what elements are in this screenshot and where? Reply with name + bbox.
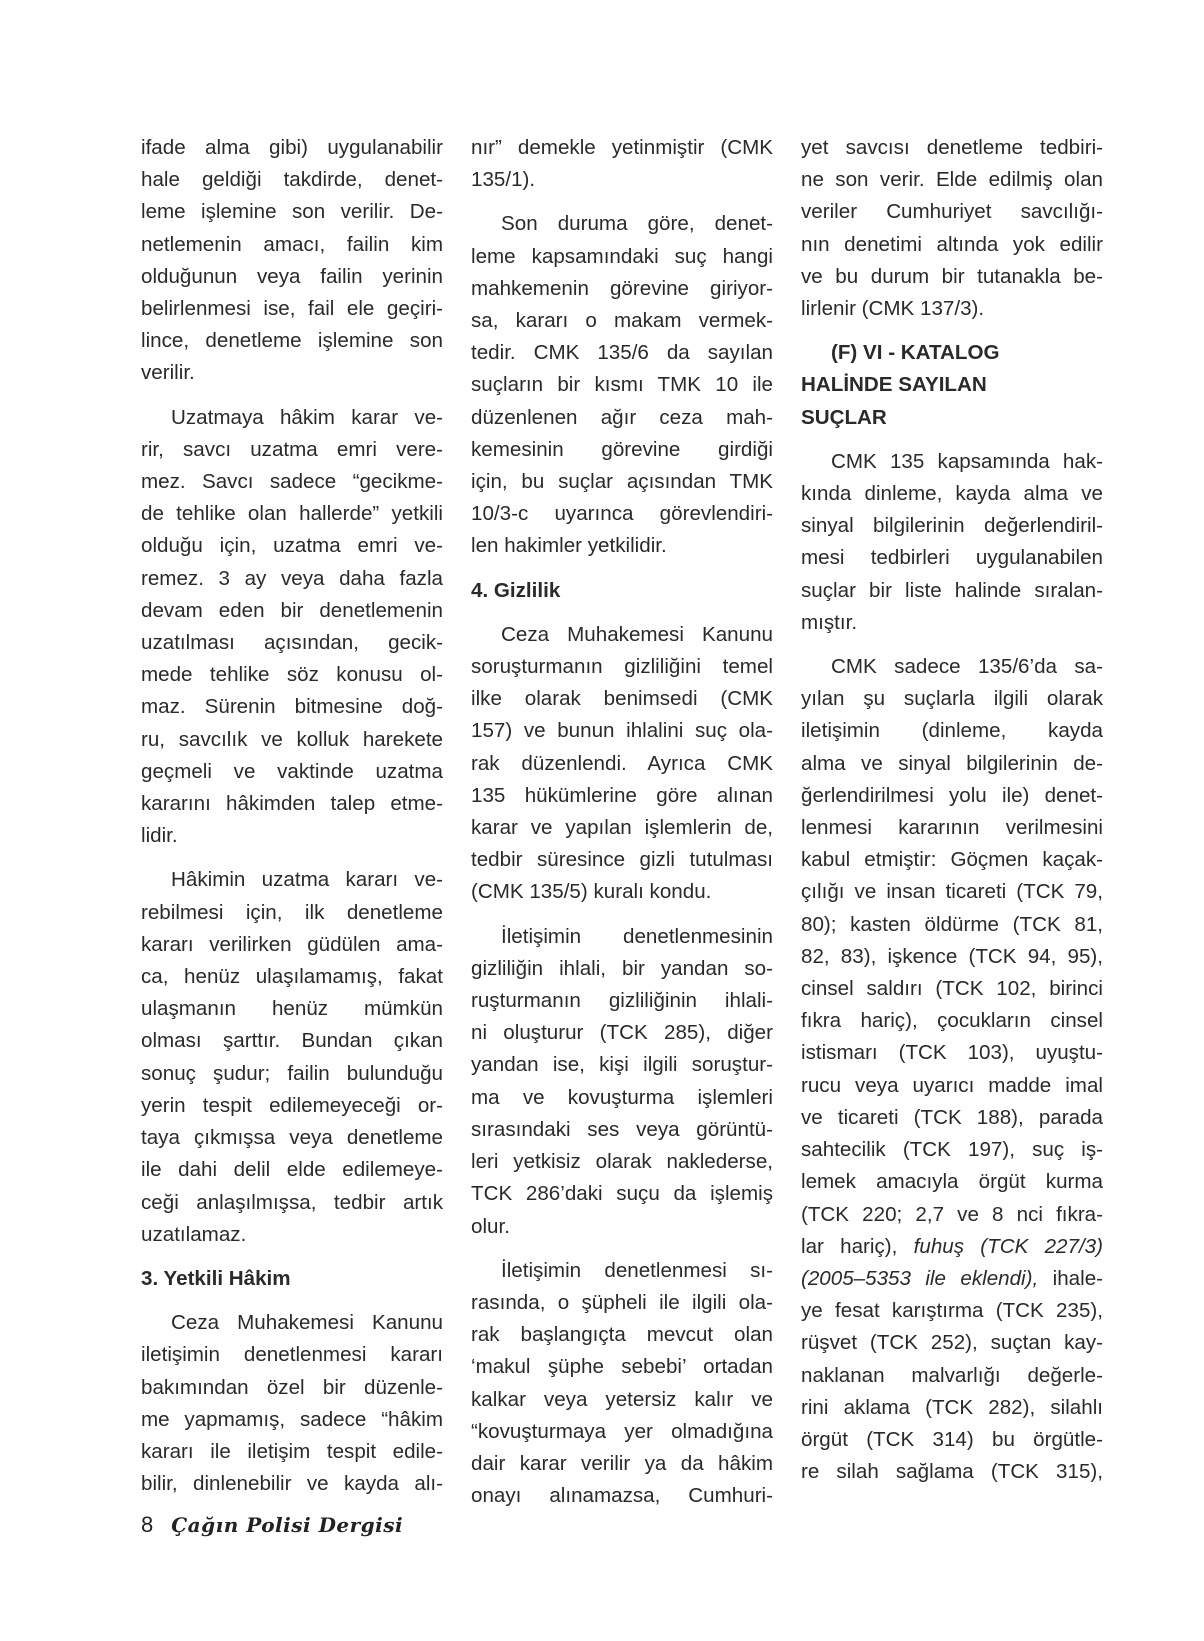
text-line: veriler Cumhuriyet savcılığı- <box>801 200 1103 224</box>
text-line: çılığı ve insan ticareti (TCK 79, <box>801 880 1103 904</box>
paragraph <box>471 1255 773 1513</box>
text-line: “kovuşturmaya yer olmadığına <box>471 1419 773 1443</box>
text-line: nın denetimi altında yok edilir <box>801 232 1103 256</box>
text-line: örgüt (TCK 314) bu örgütle- <box>801 1427 1103 1451</box>
text-line: sonuç şudur; failin bulunduğu <box>141 1061 443 1085</box>
text-line: yet savcısı denetleme tedbiri- <box>801 136 1103 159</box>
text-line: leri yetkisiz olarak naklederse, <box>471 1150 773 1174</box>
paragraph <box>471 921 773 1243</box>
text-line: ilke olarak benimsedi (CMK <box>471 687 773 711</box>
text-line: karar ve yapılan işlemlerin de, <box>471 816 773 840</box>
page-number: 8 <box>141 1512 154 1537</box>
text-line: mede tehlike söz konusu ol- <box>141 663 443 687</box>
text-line: dair karar verilir ya da hâkim <box>471 1451 773 1475</box>
journal-title: Çağın Polisi Dergisi <box>171 1513 404 1537</box>
text-line: ni oluşturur (TCK 285), diğer <box>471 1021 773 1045</box>
text-line: geçmeli ve vaktinde uzatma <box>141 759 443 783</box>
text-line: rir, savcı uzatma emri vere- <box>141 437 443 461</box>
text-line: remez. 3 ay veya daha fazla <box>141 566 443 590</box>
text-line: onayı alınamazsa, Cumhuri- <box>471 1484 773 1508</box>
text-line: 4. Gizlilik <box>471 578 561 602</box>
text-line: alma ve sinyal bilgilerinin de- <box>801 751 1103 775</box>
text-line: soruşturmanın gizliliğini temel <box>471 655 773 679</box>
text-line: olması şarttır. Bundan çıkan <box>141 1029 443 1053</box>
page-footer <box>141 1512 403 1538</box>
text-line: sahtecilik (TCK 197), suç iş- <box>801 1138 1103 1162</box>
text-line: ile dahi delil elde edilemeye- <box>141 1158 443 1182</box>
text-line: maz. Sürenin bitmesine doğ- <box>141 695 443 719</box>
text-line: kararı ile iletişim tespit edile- <box>141 1439 443 1463</box>
text-line: tedir. CMK 135/6 da sayılan <box>471 341 773 365</box>
text-line: yandan ise, kişi ilgili soruştur- <box>471 1053 773 1077</box>
text-line: uzatılması açısından, gecik- <box>141 631 443 655</box>
paragraph <box>801 446 1103 639</box>
text-line: tedbir süresince gizli tutulması <box>471 848 773 872</box>
text-line: ca, henüz ulaşılamamış, fakat <box>141 965 443 989</box>
text-line: olur. <box>471 1214 510 1238</box>
text-line: ifade alma gibi) uygulanabilir <box>141 136 443 159</box>
text-line: suçların bir kısmı TMK 10 ile <box>471 373 773 397</box>
paragraph <box>141 864 443 1250</box>
paragraph <box>141 1307 443 1500</box>
text-line: ceği anlaşılmışsa, tedbir artık <box>141 1190 443 1214</box>
text-line: olduğu için, uzatma emri ve- <box>141 534 443 558</box>
text-line: sırasındaki ses veya görüntü- <box>471 1117 773 1141</box>
text-line: mıştır. <box>801 610 858 634</box>
text-line: Son duruma göre, denet- <box>501 212 773 236</box>
text-line: de tehlike olan hallerde” yetkili <box>141 502 443 526</box>
text-line: sa, kararı o makam vermek- <box>471 309 773 333</box>
text-line: lirlenir (CMK 137/3). <box>801 297 985 321</box>
text-line: ruşturmanın gizliliğinin ihlali- <box>471 989 773 1013</box>
text-line: leme işlemine son verilir. De- <box>141 200 443 224</box>
text-line: sinyal bilgilerinin değerlendiril- <box>801 514 1103 538</box>
paragraph <box>801 132 1103 325</box>
text-line: lidir. <box>141 824 178 848</box>
text-line: gizliliğin ihlali, bir yandan so- <box>471 956 773 980</box>
text-line: (CMK 135/5) kuralı kondu. <box>471 880 712 904</box>
text-line: Hâkimin uzatma kararı ve- <box>171 868 443 892</box>
text-line: yılan şu suçlarla ilgili olarak <box>801 687 1103 711</box>
text-line: CMK 135 kapsamında hak- <box>831 449 1103 473</box>
text-line: TCK 286’daki suçu da işlemiş <box>471 1182 773 1206</box>
text-line: devam eden bir denetlemenin <box>141 598 443 622</box>
text-line: ru, savcılık ve kolluk harekete <box>141 727 443 751</box>
text-line: Ceza Muhakemesi Kanunu <box>501 622 773 646</box>
text-line: ne son verir. Elde edilmiş olan <box>801 168 1103 192</box>
text-line: kalkar veya yetersiz kalır ve <box>471 1387 773 1411</box>
text-line: kemesinin görevine girdiği <box>471 437 773 461</box>
text-line: lince, denetleme işlemine son <box>141 329 443 353</box>
text-line: 82, 83), işkence (TCK 94, 95), <box>801 944 1103 968</box>
paragraph <box>471 619 773 909</box>
text-line: rak başlangıçta mevcut olan <box>471 1323 773 1347</box>
text-line: için, bu suçlar açısından TMK <box>471 470 773 494</box>
text-line: rebilmesi için, ilk denetleme <box>141 900 443 924</box>
text-line: mahkemenin görevine giriyor- <box>471 276 773 300</box>
text-line: düzenlenen ağır ceza mah- <box>471 405 773 429</box>
text-line: hale geldiği takdirde, denet- <box>141 168 443 192</box>
text-line: ulaşmanın henüz mümkün <box>141 997 443 1021</box>
text-line: Ceza Muhakemesi Kanunu <box>171 1311 443 1335</box>
text-line: kabul etmiştir: Göçmen kaçak- <box>801 848 1103 872</box>
text-line: netlemenin amacı, failin kim <box>141 232 443 256</box>
text-line: ‘makul şüphe sebebi’ ortadan <box>471 1355 773 1379</box>
text-line: taya çıkmışsa veya denetleme <box>141 1126 443 1150</box>
text-line: cinsel saldırı (TCK 102, birinci <box>801 977 1103 1001</box>
text-line: (2005–5353 ile eklendi), ihale- <box>801 1266 1104 1290</box>
text-line: mez. Savcı sadece “gecikme- <box>141 470 443 494</box>
text-line: istismarı (TCK 103), uyuştu- <box>801 1041 1103 1065</box>
text-column-1 <box>141 132 443 1512</box>
text-line: 80); kasten öldürme (TCK 81, <box>801 912 1103 936</box>
text-line: SUÇLAR <box>801 405 887 429</box>
text-line: rucu veya uyarıcı madde imal <box>801 1073 1103 1097</box>
text-line: kında dinleme, kayda alma ve <box>801 482 1103 506</box>
text-line: lenmesi kararının verilmesini <box>801 816 1103 840</box>
text-line: verilir. <box>141 361 195 385</box>
text-line: ye fesat karıştırma (TCK 235), <box>801 1299 1103 1323</box>
paragraph <box>801 651 1103 1488</box>
text-line: me yapmamış, sadece “hâkim <box>141 1407 443 1431</box>
text-column-2 <box>471 132 773 1524</box>
text-line: naklanan malvarlığı değerle- <box>801 1363 1103 1387</box>
text-line: Uzatmaya hâkim karar ve- <box>171 405 443 429</box>
text-line: uzatılamaz. <box>141 1222 247 1246</box>
text-line: İletişimin denetlenmesinin <box>501 924 773 948</box>
text-line: CMK sadece 135/6’da sa- <box>831 655 1103 679</box>
text-line: ve bu durum bir tutanakla be- <box>801 264 1103 288</box>
section-heading <box>141 1263 443 1295</box>
text-line: (TCK 220; 2,7 ve 8 nci fıkra- <box>801 1202 1103 1226</box>
paragraph <box>471 208 773 562</box>
text-line: rasında, o şüpheli ile ilgili ola- <box>471 1290 773 1314</box>
text-line: len hakimler yetkilidir. <box>471 534 667 558</box>
section-heading <box>801 337 1103 434</box>
text-line: ğerlendirilmesi yolu ile) denet- <box>801 783 1103 807</box>
text-line: mesi tedbirleri uygulanabilen <box>801 546 1103 570</box>
section-heading <box>471 575 773 607</box>
text-line: bakımından özel bir düzenle- <box>141 1375 443 1399</box>
text-line: kararı verilirken güdülen ama- <box>141 932 443 956</box>
text-line: iletişimin (dinleme, kayda <box>801 719 1103 743</box>
text-line: 135 hükümlerine göre alınan <box>471 783 773 807</box>
text-line: ve ticareti (TCK 188), parada <box>801 1105 1103 1129</box>
text-line: rüşvet (TCK 252), suçtan kay- <box>801 1331 1103 1355</box>
text-line: yerin tespit edilemeyeceği or- <box>141 1093 443 1117</box>
text-line: İletişimin denetlenmesi sı- <box>501 1258 773 1282</box>
text-line: fıkra hariç), çocukların cinsel <box>801 1009 1103 1033</box>
text-line: 157) ve bunun ihlalini suç ola- <box>471 719 773 743</box>
text-line: HALİNDE SAYILAN <box>801 373 987 397</box>
text-line: kararını hâkimden talep etme- <box>141 792 443 816</box>
paragraph <box>471 132 773 196</box>
text-line: suçlar bir liste halinde sıralan- <box>801 578 1103 602</box>
text-line: iletişimin denetlenmesi kararı <box>141 1343 443 1367</box>
text-line: rini aklama (TCK 282), silahlı <box>801 1395 1103 1419</box>
text-line: ma ve kovuşturma işlemleri <box>471 1085 773 1109</box>
text-line: leme kapsamındaki suç hangi <box>471 244 773 268</box>
text-line: (F) VI - KATALOG <box>831 341 1000 365</box>
text-line: bilir, dinlenebilir ve kayda alı- <box>141 1472 443 1496</box>
text-line: lar hariç), fuhuş (TCK 227/3) <box>801 1234 1103 1258</box>
text-line: re silah sağlama (TCK 315), <box>801 1460 1103 1484</box>
paragraph <box>141 132 443 390</box>
text-line: 3. Yetkili Hâkim <box>141 1266 291 1290</box>
paragraph <box>141 402 443 853</box>
text-line: nır” demekle yetinmiştir (CMK <box>471 136 773 159</box>
text-line: belirlenmesi ise, fail ele geçiri- <box>141 297 443 321</box>
text-line: rak düzenlendi. Ayrıca CMK <box>471 751 773 775</box>
text-line: olduğunun veya failin yerinin <box>141 264 443 288</box>
text-line: 10/3-c uyarınca görevlendiri- <box>471 502 773 526</box>
text-line: 135/1). <box>471 168 536 192</box>
text-column-3 <box>801 132 1103 1500</box>
text-line: lemek amacıyla örgüt kurma <box>801 1170 1103 1194</box>
